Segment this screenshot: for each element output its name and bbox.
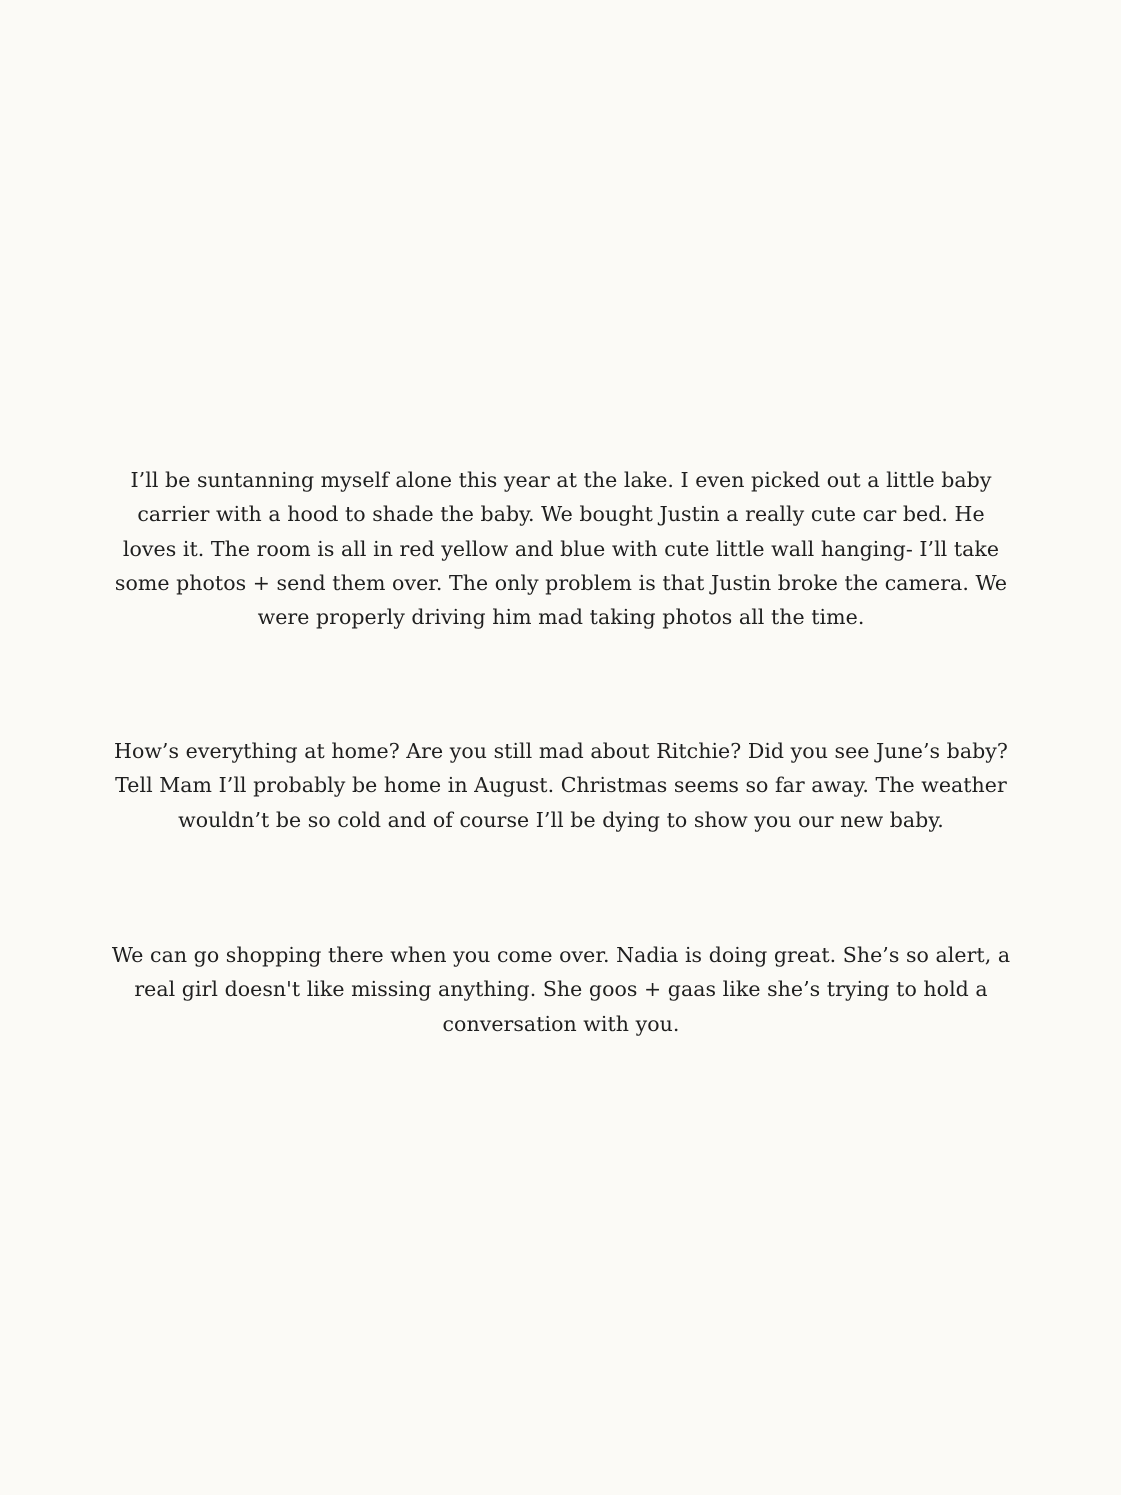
letter-paragraph-3: We can go shopping there when you come over. Nadia is doing great. She’s so alert, a real girl doesn't like missing anything. She goos + gaas like she’s trying to hold a conversation with you. bbox=[111, 943, 1011, 1036]
letter-paragraph-1: I’ll be suntanning myself alone this year at the lake. I even picked out a little baby carrier with a hood to shade the baby. We bought Justin a really cute car bed. He loves it. The room is all in red yellow and blue with cute little wall hanging- I’ll take some photos + send them over. The only problem is that Justin broke the camera. We were properly driving him mad taking photos all the time. bbox=[114, 468, 1008, 630]
letter-paragraph-2: How’s everything at home? Are you still mad about Ritchie? Did you see June’s baby? Tell Mam I’ll probably be home in August. Christmas seems so far away. The weather wouldn’t be so cold and of course I’ll be dying to show you our new baby. bbox=[114, 739, 1008, 832]
